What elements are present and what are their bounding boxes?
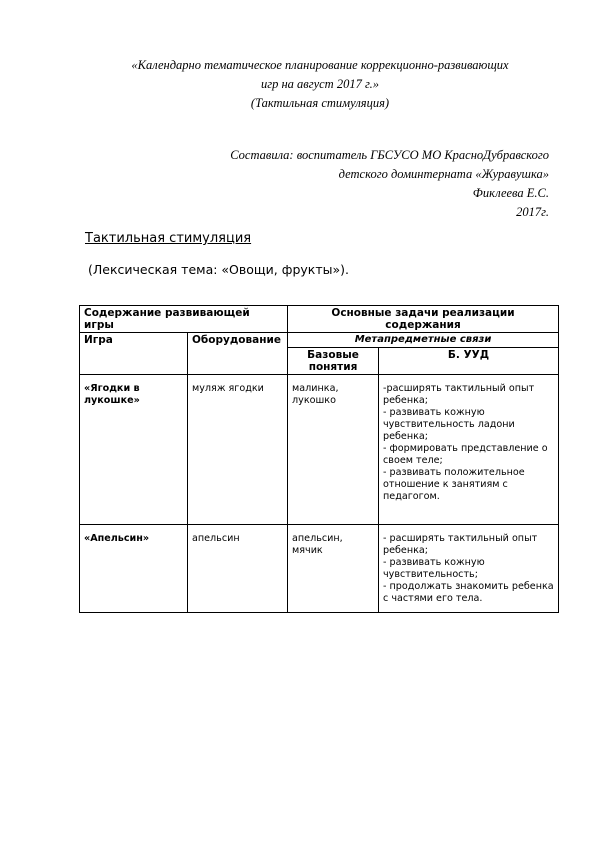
cell-uud: - расширять тактильный опыт ребенка; - развивать кожную чувствительность; - продолжать знакомить ребенка с частями его тела. bbox=[379, 525, 559, 613]
cell-concepts: малинка, лукошко bbox=[288, 375, 379, 525]
cell-game: «Ягодки в лукошке» bbox=[80, 375, 188, 525]
cell-concepts: апельсин, мячик bbox=[288, 525, 379, 613]
header-tasks: Основные задачи реализации содержания bbox=[288, 306, 559, 333]
header-equipment: Оборудование bbox=[188, 333, 288, 375]
planning-table bbox=[79, 305, 559, 613]
author-line-1: Составила: воспитатель ГБСУСО МО КрасноДубравского bbox=[230, 148, 549, 162]
header-meta: Метапредметные связи bbox=[288, 333, 559, 348]
section-heading: Тактильная стимуляция bbox=[85, 231, 252, 246]
table-row bbox=[80, 375, 559, 525]
lexical-theme: (Лексическая тема: «Овощи, фрукты»). bbox=[88, 262, 349, 277]
table-header-row-1 bbox=[80, 306, 559, 333]
title-line-1: «Календарно тематическое планирование коррекционно-развивающих bbox=[131, 58, 509, 72]
table-header-row-2 bbox=[80, 333, 559, 348]
document-title bbox=[0, 56, 595, 113]
title-line-3: (Тактильная стимуляция) bbox=[250, 96, 390, 110]
header-uud: Б. УУД bbox=[379, 348, 559, 375]
cell-uud: -расширять тактильный опыт ребенка; - развивать кожную чувствительность ладони ребенка; - формировать представление о своем теле; - развивать положительное отношение к занятиям с педагогом. bbox=[379, 375, 559, 525]
table-row bbox=[80, 525, 559, 613]
title-line-2: игр на август 2017 г.» bbox=[260, 77, 380, 91]
cell-game: «Апельсин» bbox=[80, 525, 188, 613]
header-game: Игра bbox=[80, 333, 188, 375]
cell-equipment: муляж ягодки bbox=[188, 375, 288, 525]
author-name: Фиклеева Е.С. bbox=[472, 186, 549, 200]
author-year: 2017г. bbox=[516, 205, 549, 219]
author-line-2: детского доминтерната «Журавушка» bbox=[338, 167, 549, 181]
cell-equipment: апельсин bbox=[188, 525, 288, 613]
author-block bbox=[230, 146, 549, 222]
header-concepts: Базовые понятия bbox=[288, 348, 379, 375]
header-content: Содержание развивающей игры bbox=[80, 306, 288, 333]
